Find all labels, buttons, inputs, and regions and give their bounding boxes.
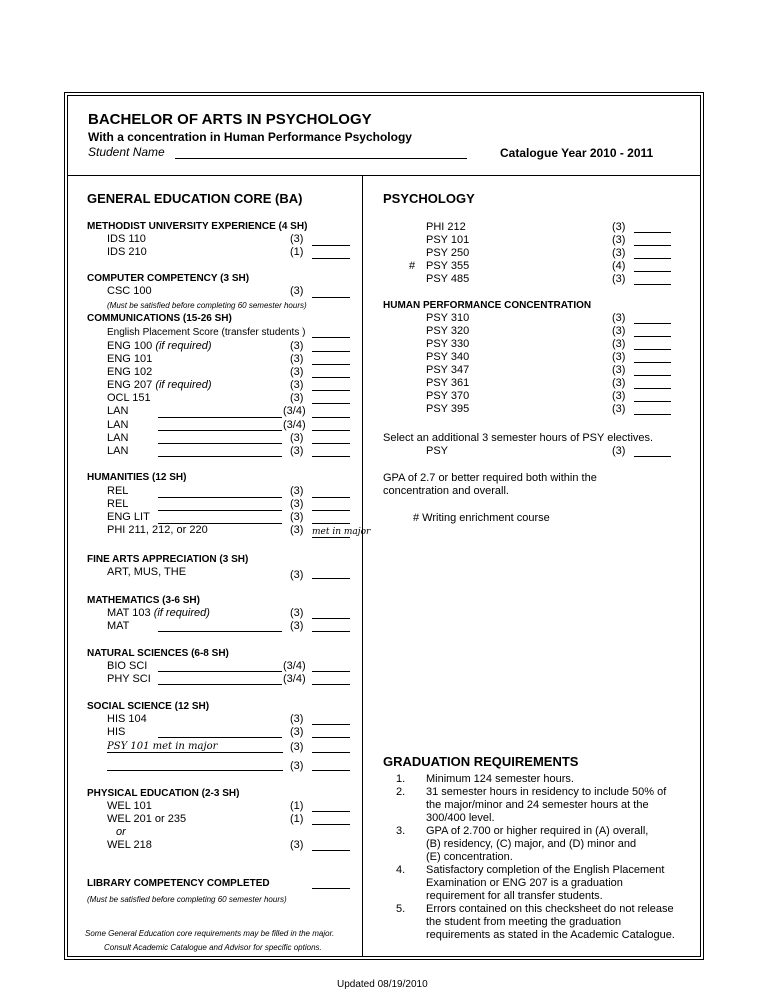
- grad-text: Minimum 124 semester hours.: [426, 773, 574, 785]
- course-blank[interactable]: [158, 417, 282, 418]
- grad-num: 4.: [396, 864, 406, 876]
- course-code: IDS 110: [107, 233, 146, 245]
- header-divider: [67, 175, 701, 176]
- social-science-title: SOCIAL SCIENCE (12 SH): [87, 701, 210, 712]
- course-code: PSY 250: [426, 247, 470, 259]
- course-hours: (3): [290, 498, 304, 510]
- course-hours: (3): [290, 524, 304, 536]
- course-code: PSY 310: [426, 312, 470, 324]
- course-code: PSY 340: [426, 351, 470, 363]
- writing-mark: #: [409, 260, 416, 272]
- course-code: ENG 100: [107, 340, 153, 352]
- computer-note: (Must be satisfied before completing 60 semester hours): [107, 301, 307, 310]
- grade-blank[interactable]: [634, 456, 671, 457]
- grad-num: 1.: [396, 773, 406, 785]
- grade-blank[interactable]: [312, 297, 350, 298]
- grad-num: 5.: [396, 903, 406, 915]
- grad-num: 2.: [396, 786, 406, 798]
- course-hours: (3): [612, 351, 626, 363]
- computer-title: COMPUTER COMPETENCY (3 SH): [87, 273, 250, 284]
- course-hours: (3): [612, 390, 626, 402]
- course-hours: (1): [290, 800, 304, 812]
- course-code: ENG LIT: [107, 511, 150, 523]
- grade-blank[interactable]: [312, 752, 350, 753]
- course-hours: (3): [290, 392, 304, 404]
- column-divider: [362, 175, 363, 957]
- footnote: Some General Education core requirements may be filled in the major.: [85, 929, 335, 938]
- course-hours: (3): [290, 366, 304, 378]
- grade-blank[interactable]: [312, 430, 350, 431]
- course-code: LAN: [107, 405, 129, 417]
- course-code: CSC 100: [107, 285, 152, 297]
- grade-blank[interactable]: [312, 258, 350, 259]
- course-blank[interactable]: [158, 671, 282, 672]
- grade-blank[interactable]: [634, 245, 671, 246]
- course-code: ENG 102: [107, 366, 153, 378]
- hpc-title: HUMAN PERFORMANCE CONCENTRATION: [383, 300, 592, 311]
- course-code: WEL 201 or 235: [107, 813, 187, 825]
- grade-blank[interactable]: [634, 284, 671, 285]
- course-hours: (3): [612, 445, 626, 457]
- course-hours: (3/4): [283, 419, 306, 431]
- student-name-label: Student Name: [88, 145, 165, 159]
- grade-blank[interactable]: [312, 671, 350, 672]
- grad-text: 300/400 level.: [426, 812, 495, 824]
- grade-blank[interactable]: [312, 523, 350, 524]
- course-code: REL: [107, 485, 129, 497]
- grade-blank[interactable]: [312, 510, 350, 511]
- writing-note: # Writing enrichment course: [413, 512, 550, 524]
- course-code: PHI 211, 212, or 220: [107, 524, 208, 536]
- mue-title: METHODIST UNIVERSITY EXPERIENCE (4 SH): [87, 221, 308, 232]
- grade-blank[interactable]: [312, 850, 350, 851]
- grad-text: (E) concentration.: [426, 851, 513, 863]
- handwritten-note: PSY 101 met in major: [107, 741, 218, 752]
- course-code: ENG 101: [107, 353, 153, 365]
- course-code: PSY 347: [426, 364, 470, 376]
- grade-blank[interactable]: [312, 337, 350, 338]
- course-blank[interactable]: [158, 456, 282, 457]
- course-code: MAT 103: [107, 607, 151, 619]
- course-hours: (3): [612, 312, 626, 324]
- course-code: PSY 395: [426, 403, 470, 415]
- grade-blank[interactable]: [312, 245, 350, 246]
- course-code: LAN: [107, 445, 129, 457]
- course-hours: (4): [612, 260, 626, 272]
- course-code: PSY 101: [426, 234, 470, 246]
- course-code: LAN: [107, 432, 129, 444]
- course-hours: (3): [612, 377, 626, 389]
- grade-blank[interactable]: [634, 401, 671, 402]
- course-hours: (3): [612, 273, 626, 285]
- grade-blank[interactable]: [312, 824, 350, 825]
- grade-blank[interactable]: [312, 390, 350, 391]
- course-blank[interactable]: [158, 497, 282, 498]
- course-code: BIO SCI: [107, 660, 148, 672]
- grade-blank[interactable]: [634, 414, 671, 415]
- course-hours: (3): [290, 726, 304, 738]
- course-hours: (3): [290, 285, 304, 297]
- course-code: WEL 218: [107, 839, 152, 851]
- footnote: Consult Academic Catalogue and Advisor for specific options.: [104, 943, 322, 952]
- course-code: PSY 355: [426, 260, 470, 272]
- grade-blank[interactable]: [312, 377, 350, 378]
- course-hours: (3): [290, 569, 304, 581]
- grad-text: 31 semester hours in residency to include 50% of: [426, 786, 667, 798]
- course-code: PSY: [426, 445, 449, 457]
- course-code: HIS: [107, 726, 126, 738]
- course-blank[interactable]: [107, 770, 283, 771]
- pe-title: PHYSICAL EDUCATION (2-3 SH): [87, 788, 240, 799]
- grade-blank[interactable]: [312, 443, 350, 444]
- grad-text: Satisfactory completion of the English Placement: [426, 864, 665, 876]
- grade-blank[interactable]: [634, 271, 671, 272]
- course-code: REL: [107, 498, 129, 510]
- course-hours: (3): [290, 741, 304, 753]
- graduation-heading: GRADUATION REQUIREMENTS: [383, 754, 579, 769]
- grad-num: 3.: [396, 825, 406, 837]
- course-code: HIS 104: [107, 713, 147, 725]
- grade-blank[interactable]: [634, 258, 671, 259]
- grad-text: Errors contained on this checksheet do not release: [426, 903, 674, 915]
- course-hours: (3): [290, 445, 304, 457]
- grade-blank[interactable]: [312, 811, 350, 812]
- library-title: LIBRARY COMPETENCY COMPLETED: [87, 878, 270, 889]
- grade-blank[interactable]: [312, 770, 350, 771]
- course-hours: (3): [290, 233, 304, 245]
- course-blank[interactable]: [158, 684, 282, 685]
- grade-blank[interactable]: [312, 403, 350, 404]
- grade-blank[interactable]: [634, 349, 671, 350]
- grad-text: requirements as stated in the Academic Catalogue.: [426, 929, 675, 941]
- course-code: PHY SCI: [107, 673, 151, 685]
- course-code: WEL 101: [107, 800, 152, 812]
- course-code: PSY 330: [426, 338, 470, 350]
- course-blank[interactable]: [107, 752, 283, 753]
- course-hours: (3): [290, 485, 304, 497]
- course-code: PSY 485: [426, 273, 470, 285]
- catalogue-year: Catalogue Year 2010 - 2011: [500, 146, 654, 160]
- course-code: IDS 210: [107, 246, 147, 258]
- grade-blank[interactable]: [312, 351, 350, 352]
- placement-label: English Placement Score (transfer students ): [107, 327, 306, 338]
- grade-blank[interactable]: [634, 375, 671, 376]
- gen-ed-heading: GENERAL EDUCATION CORE (BA): [87, 191, 303, 206]
- course-hours: (3): [290, 353, 304, 365]
- gpa-note: concentration and overall.: [383, 485, 509, 497]
- course-qualifier: (if required): [153, 607, 210, 619]
- or-label: or: [116, 826, 126, 838]
- grade-blank[interactable]: [312, 631, 350, 632]
- grade-blank[interactable]: [634, 362, 671, 363]
- course-hours: (3): [612, 221, 626, 233]
- elective-text: Select an additional 3 semester hours of PSY electives.: [383, 432, 654, 444]
- course-blank[interactable]: [158, 737, 282, 738]
- grade-blank[interactable]: [312, 684, 350, 685]
- grade-blank[interactable]: [312, 456, 350, 457]
- math-title: MATHEMATICS (3-6 SH): [87, 595, 200, 606]
- updated-date: Updated 08/19/2010: [337, 979, 428, 990]
- course-hours: (3): [290, 607, 304, 619]
- course-qualifier: (if required): [155, 379, 212, 391]
- course-hours: (3): [290, 432, 304, 444]
- psychology-heading: PSYCHOLOGY: [383, 191, 475, 206]
- course-code: MAT: [107, 620, 130, 632]
- comm-title: COMMUNICATIONS (15-26 SH): [87, 313, 232, 324]
- course-hours: (3): [612, 247, 626, 259]
- course-hours: (3): [290, 839, 304, 851]
- course-code: OCL 151: [107, 392, 151, 404]
- grad-text: the major/minor and 24 semester hours at the: [426, 799, 649, 811]
- course-hours: (3): [612, 364, 626, 376]
- course-hours: (3/4): [283, 405, 306, 417]
- course-code: ENG 207: [107, 379, 153, 391]
- grade-blank[interactable]: [634, 388, 671, 389]
- gpa-note: GPA of 2.7 or better required both within the: [383, 472, 597, 484]
- course-qualifier: (if required): [155, 340, 212, 352]
- grad-text: (B) residency, (C) major, and (D) minor and: [426, 838, 637, 850]
- course-code: PSY 320: [426, 325, 470, 337]
- page-title: BACHELOR OF ARTS IN PSYCHOLOGY: [88, 111, 372, 128]
- library-note: (Must be satisfied before completing 60 semester hours): [87, 895, 287, 904]
- course-blank[interactable]: [158, 443, 282, 444]
- student-name-field[interactable]: [175, 158, 467, 159]
- page-subtitle: With a concentration in Human Performance Psychology: [88, 130, 412, 144]
- course-hours: (3): [290, 620, 304, 632]
- grad-text: GPA of 2.700 or higher required in (A) overall,: [426, 825, 649, 837]
- natural-sciences-title: NATURAL SCIENCES (6-8 SH): [87, 648, 229, 659]
- grade-blank[interactable]: [312, 497, 350, 498]
- grad-text: Examination or ENG 207 is a graduation: [426, 877, 623, 889]
- course-hours: (3): [612, 325, 626, 337]
- course-code: PSY 361: [426, 377, 470, 389]
- course-hours: (3): [290, 379, 304, 391]
- grade-blank[interactable]: [634, 336, 671, 337]
- course-code: PSY 370: [426, 390, 470, 402]
- course-blank[interactable]: [158, 510, 282, 511]
- grade-blank[interactable]: [634, 323, 671, 324]
- course-hours: (3): [290, 713, 304, 725]
- course-hours: (3): [290, 340, 304, 352]
- grade-blank[interactable]: [312, 364, 350, 365]
- course-hours: (1): [290, 813, 304, 825]
- course-hours: (3): [290, 760, 304, 772]
- grade-blank[interactable]: [312, 578, 350, 579]
- grade-blank[interactable]: [312, 888, 350, 889]
- humanities-title: HUMANITIES (12 SH): [87, 472, 187, 483]
- course-hours: (3/4): [283, 660, 306, 672]
- course-code: LAN: [107, 419, 129, 431]
- course-hours: (1): [290, 246, 304, 258]
- fine-arts-title: FINE ARTS APPRECIATION (3 SH): [87, 554, 249, 565]
- grade-blank[interactable]: [312, 737, 350, 738]
- grade-blank[interactable]: [312, 537, 350, 538]
- handwritten-note: met in major: [312, 527, 371, 537]
- course-hours: (3): [290, 511, 304, 523]
- course-hours: (3): [612, 234, 626, 246]
- course-hours: (3): [612, 403, 626, 415]
- course-hours: (3/4): [283, 673, 306, 685]
- course-code: PHI 212: [426, 221, 466, 233]
- grad-text: the student from meeting the graduation: [426, 916, 622, 928]
- grade-blank[interactable]: [312, 417, 350, 418]
- grade-blank[interactable]: [312, 724, 350, 725]
- course-blank[interactable]: [158, 631, 282, 632]
- grad-text: requirement for all transfer students.: [426, 890, 603, 902]
- course-hours: (3): [612, 338, 626, 350]
- grade-blank[interactable]: [312, 618, 350, 619]
- course-blank[interactable]: [158, 430, 282, 431]
- grade-blank[interactable]: [634, 232, 671, 233]
- course-code: ART, MUS, THE: [107, 566, 187, 578]
